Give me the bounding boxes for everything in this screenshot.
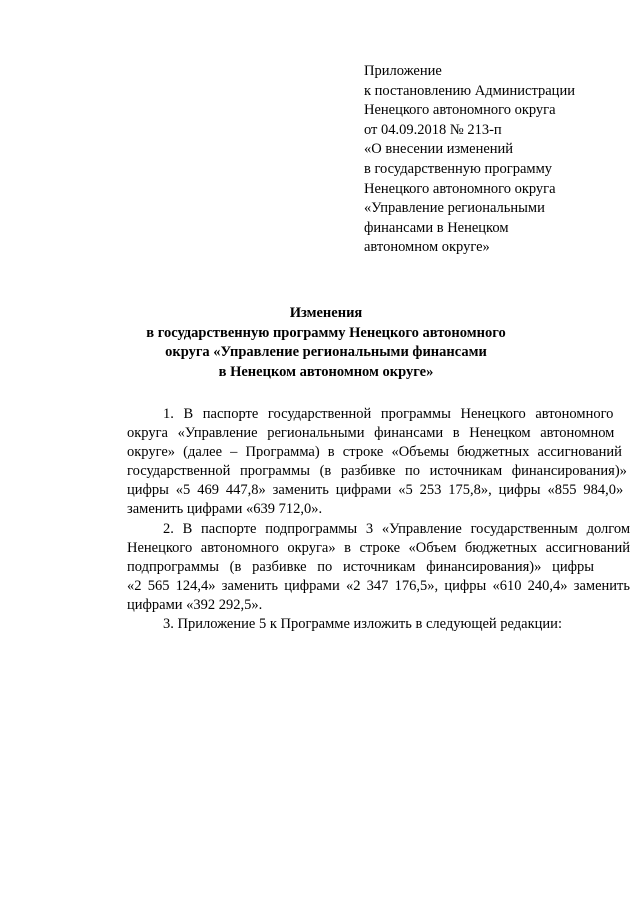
- paragraph-line: цифры «5 469 447,8» заменить цифрами «5 253 175,8», цифры «855 984,0»: [127, 482, 624, 499]
- paragraph-line: подпрограммы (в разбивке по источникам финансирования)» цифры: [127, 558, 594, 575]
- paragraph-line: округа «Управление региональными финансами в Ненецком автономном: [127, 425, 615, 442]
- paragraph-1: [91, 405, 627, 520]
- paragraph-line: заменить цифрами «639 712,0».: [127, 501, 323, 518]
- paragraph-2: [91, 520, 630, 615]
- appendix-line: к постановлению Администрации: [364, 82, 575, 99]
- paragraph-3: [91, 615, 594, 634]
- title-line: Изменения: [289, 305, 363, 321]
- paragraph-line: цифрами «392 292,5».: [127, 596, 263, 613]
- title-line: в государственную программу Ненецкого автономного: [146, 324, 506, 341]
- appendix-line: «О внесении изменений: [364, 141, 514, 158]
- appendix-line: от 04.09.2018 № 213-п: [364, 121, 502, 138]
- paragraph-line: округе» (далее – Программа) в строке «Объемы бюджетных ассигнований: [127, 444, 622, 461]
- appendix-line: в государственную программу: [364, 160, 553, 177]
- appendix-line: «Управление региональными: [364, 200, 545, 217]
- appendix-line: финансами в Ненецком: [364, 219, 509, 236]
- appendix-line: автономном округе»: [364, 239, 490, 256]
- title-line: в Ненецком автономном округе»: [218, 363, 434, 380]
- paragraph-line: 2. В паспорте подпрограммы 3 «Управление государственным долгом: [163, 520, 630, 537]
- paragraph-line: 3. Приложение 5 к Программе изложить в следующей редакции:: [163, 616, 562, 633]
- document-title: [60, 304, 592, 382]
- paragraph-line: Ненецкого автономного округа» в строке «Объем бюджетных ассигнований: [127, 539, 630, 556]
- appendix-block: [364, 62, 624, 258]
- paragraph-line: государственной программы (в разбивке по источникам финансирования)»: [127, 463, 627, 480]
- appendix-line: Ненецкого автономного округа: [364, 102, 556, 119]
- appendix-line: Приложение: [364, 63, 442, 79]
- title-line: округа «Управление региональными финансами: [165, 344, 487, 361]
- paragraph-line: 1. В паспорте государственной программы Ненецкого автономного: [163, 406, 614, 422]
- document-body: [91, 405, 630, 634]
- paragraph-line: «2 565 124,4» заменить цифрами «2 347 176,5», цифры «610 240,4» заменить: [127, 577, 630, 594]
- appendix-line: Ненецкого автономного округа: [364, 180, 556, 197]
